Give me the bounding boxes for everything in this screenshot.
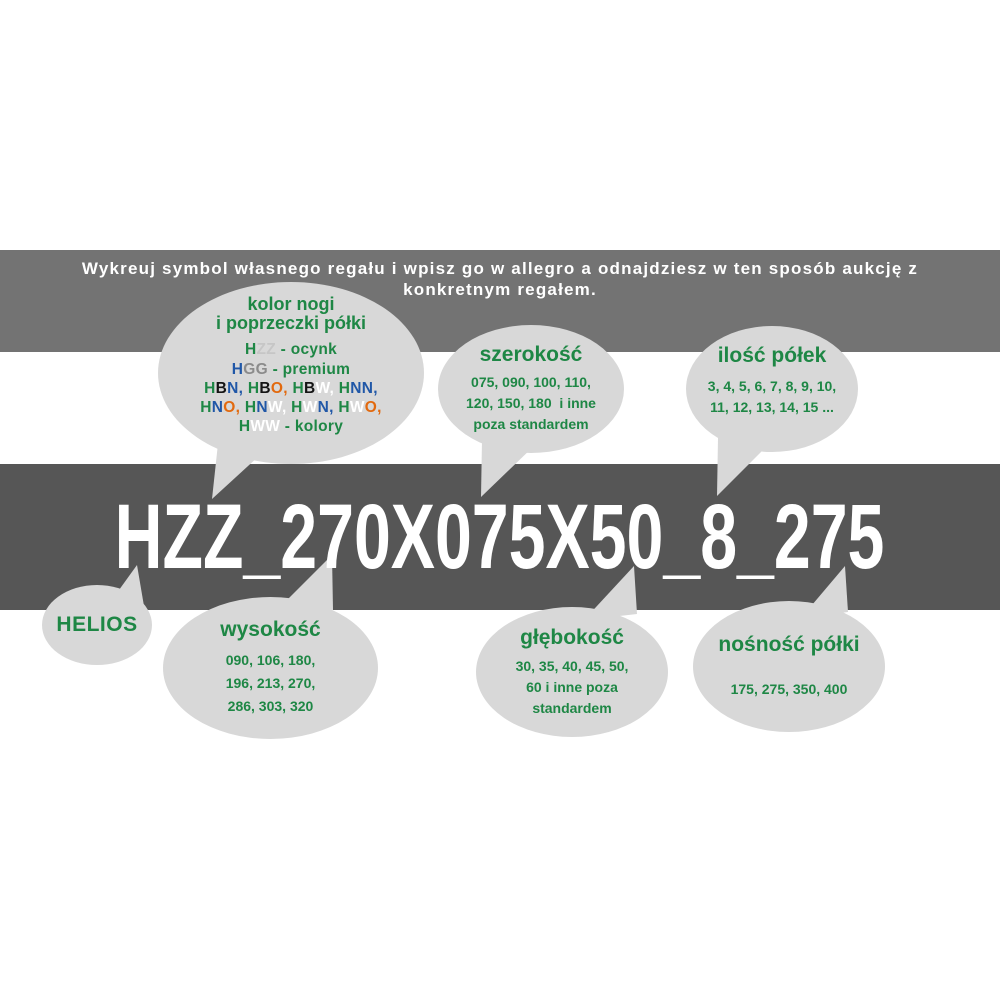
code-letter-segment: , bbox=[281, 399, 292, 417]
banner-line-2: konkretnym regałem. bbox=[403, 280, 597, 299]
code-letter-segment: , bbox=[377, 399, 382, 417]
code-letter-segment: NN bbox=[350, 379, 374, 397]
bubble-brand bbox=[42, 585, 152, 665]
code-letter-segment: H bbox=[231, 360, 244, 378]
bubble-load-line-1: 175, 275, 350, 400 bbox=[730, 681, 848, 697]
bubble-height-line-1: 090, 106, 180, bbox=[225, 652, 316, 668]
code-letter-segment: W bbox=[349, 399, 365, 417]
bubble-color-codes-title bbox=[216, 295, 366, 333]
code-letter-segment: W bbox=[315, 379, 330, 397]
code-letter-segment: H bbox=[338, 399, 350, 417]
bubble-depth bbox=[476, 607, 668, 737]
bubble-width bbox=[438, 325, 624, 453]
bubble-shelf-count-line-1: 3, 4, 5, 6, 7, 8, 9, 10, bbox=[707, 378, 837, 394]
bubble-depth-line-3: standardem bbox=[532, 699, 612, 716]
bubble-load-title: nośność półki bbox=[718, 633, 860, 656]
code-letter-segment: H bbox=[247, 379, 260, 397]
code-letter-segment: , bbox=[329, 379, 339, 397]
brand-label: HELIOS bbox=[56, 613, 138, 636]
bubble-width-line-2: 120, 150, 180 i inne bbox=[466, 395, 596, 411]
code-letter-segment: H bbox=[200, 399, 212, 417]
code-letter-segment: , bbox=[329, 399, 339, 417]
color-code-row-hgg bbox=[232, 360, 350, 379]
code-letter-segment: H bbox=[244, 399, 257, 417]
code-letter-segment: H bbox=[238, 418, 251, 436]
code-letter-segment: H bbox=[291, 399, 303, 417]
bubble-title-line-1: kolor nogi bbox=[247, 294, 335, 315]
code-letter-segment: O bbox=[223, 399, 236, 417]
main-product-code: HZZ_270X075X50_8_275 bbox=[115, 485, 885, 588]
code-letter-segment: WW bbox=[250, 418, 281, 436]
color-code-row-4 bbox=[200, 398, 381, 417]
code-letter-segment: N bbox=[317, 399, 330, 417]
code-letter-segment: H bbox=[204, 379, 216, 397]
bubble-depth-line-2: 60 i inne poza bbox=[526, 678, 618, 695]
bubble-width-line-1: 075, 090, 100, 110, bbox=[471, 374, 591, 390]
code-letter-segment: , bbox=[235, 399, 245, 417]
code-letter-segment: W bbox=[302, 399, 318, 417]
bubble-title-line-2: i poprzeczki półki bbox=[215, 313, 367, 334]
bubble-load-capacity bbox=[693, 601, 885, 732]
code-letter-segment: , bbox=[283, 379, 293, 397]
bubble-shelf-count bbox=[686, 326, 858, 452]
bubble-width-title: szerokość bbox=[479, 343, 583, 366]
code-letter-segment: W bbox=[267, 399, 282, 417]
code-letter-segment: GG bbox=[243, 360, 268, 378]
bubble-height-line-3: 286, 303, 320 bbox=[227, 698, 314, 714]
color-code-row-hww bbox=[239, 417, 343, 436]
bubble-height-title: wysokość bbox=[220, 618, 321, 641]
code-letter-segment: N bbox=[211, 399, 224, 417]
code-letter-segment: O bbox=[364, 399, 378, 417]
bubble-width-line-3: poza standardem bbox=[473, 416, 589, 432]
bubble-shelf-count-line-2: 11, 12, 13, 14, 15 ... bbox=[710, 399, 834, 415]
code-letter-segment: B bbox=[303, 379, 316, 397]
bubble-height-line-2: 196, 213, 270, bbox=[225, 675, 316, 691]
code-letter-segment: H bbox=[292, 379, 304, 397]
code-letter-segment: - kolory bbox=[280, 418, 344, 436]
code-letter-segment: - ocynk bbox=[276, 341, 338, 359]
code-letter-segment: , bbox=[238, 379, 248, 397]
color-code-row-3 bbox=[204, 379, 378, 398]
bubble-height bbox=[163, 597, 378, 739]
code-letter-segment: H bbox=[244, 341, 257, 359]
code-letter-segment: N bbox=[256, 399, 268, 417]
code-letter-segment: , bbox=[373, 379, 378, 397]
code-letter-segment: N bbox=[227, 379, 239, 397]
code-letter-segment: ZZ bbox=[256, 341, 277, 359]
code-letter-segment: B bbox=[259, 379, 271, 397]
color-code-row-hzz bbox=[245, 340, 337, 359]
code-letter-segment: O bbox=[270, 379, 284, 397]
bubble-shelf-count-title: ilość półek bbox=[717, 344, 827, 367]
bubble-depth-title: głębokość bbox=[520, 625, 624, 649]
code-letter-segment: H bbox=[338, 379, 351, 397]
bubble-depth-line-1: 30, 35, 40, 45, 50, bbox=[515, 657, 629, 674]
code-letter-segment: B bbox=[215, 379, 228, 397]
banner-line-1: Wykreuj symbol własnego regału i wpisz go w allegro a odnajdziesz w ten sposób aukcję z bbox=[81, 259, 919, 278]
code-letter-segment: - premium bbox=[267, 360, 351, 378]
bubble-color-codes bbox=[158, 282, 424, 464]
